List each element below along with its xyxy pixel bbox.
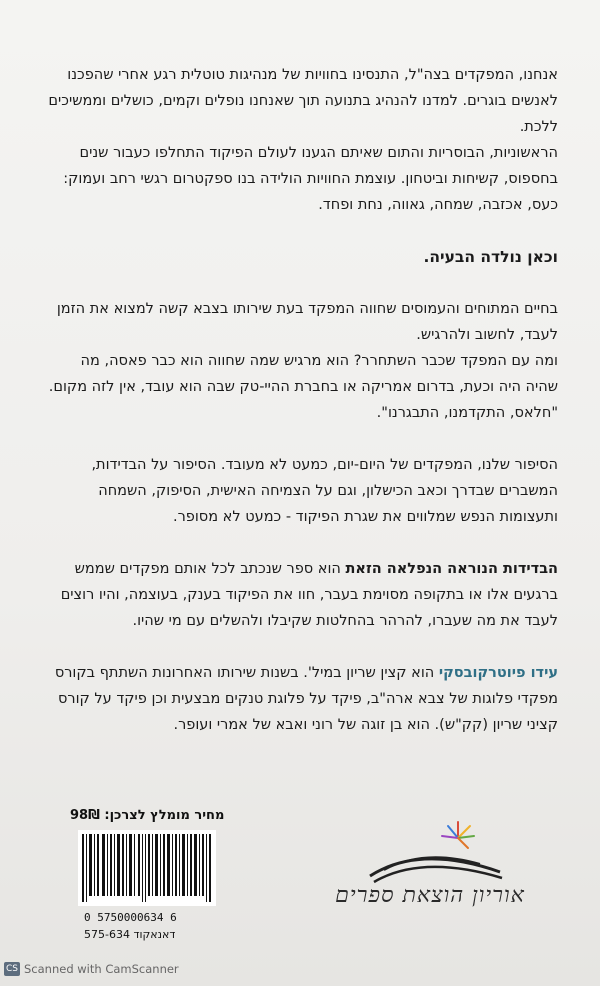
paragraph-emotional-spectrum: הראשוניות, הבוסריות והתום שאיתם הגענו לעולם הפיקוד התחלפו כעבור שנים בחספוס, קשיחות וביטחון. עוצמת החוויות הולידה בנו ספקטרום רגשי רחב ועמוק: כעס, אכזבה, שמחה, גאווה, נחת ופחד.	[63, 145, 558, 213]
paragraph-commanders-intro: אנחנו, המפקדים בצה"ל, התנסינו בחוויות של מנהיגות טוטלית רגע אחרי שהפכנו לאנשים בוגרים. למדנו להנהיג בתנועה תוך שאנחנו נופלים וקמים, כושלים וממשיכים ללכת.	[48, 67, 558, 135]
catalog-label: דאנאקוד	[133, 928, 176, 941]
author-bio-text: הוא קצין שריון במיל'. בשנות שירותו האחרונות השתתף בקורס מפקדי פלוגות של צבא ארה"ב, פיקד על פלוגת טנקים מבצעית וכן פיקד על קורס קציני שריון (קק"ש). הוא בן זוגה של רוני ואבא של אמרי ועופר.	[54, 665, 558, 733]
camscanner-icon: CS	[6, 964, 18, 974]
catalog-number: 575-634	[84, 928, 130, 941]
cover-footer	[0, 790, 600, 960]
paragraph-busy-life: בחיים המתוחים והעמוסים שחווה המפקד בעת שירותו בצבא קשה למצוא את הזמן לעבד, לחשוב ולהרגיש.	[56, 301, 558, 343]
scanner-text: Scanned with CamScanner	[24, 962, 179, 976]
barcode-number: 0 5750000634 6	[84, 911, 177, 924]
catalog-code	[84, 928, 224, 941]
scanner-watermark	[4, 962, 179, 976]
book-title-inline: הבדידות הנוראה הנפלאה הזאת	[345, 561, 558, 577]
cover-text-block	[48, 62, 558, 738]
section-heading: וכאן נולדה הבעיה.	[423, 248, 558, 266]
paragraph-discharged-commander: ומה עם המפקד שכבר השתחרר? הוא מרגיש שמה שחווה הוא כבר פאסה, מה שהיה היה וכעת, בדרום אמריקה או בחברת ההיי-טק שבה הוא עובד, אין לזה מקום. "חלאס, התקדמנו, התבגרנו".	[48, 353, 558, 421]
barcode-icon	[78, 830, 216, 906]
paragraph-book-description	[48, 556, 558, 634]
author-name: עידו פיוטרקובסקי	[438, 665, 558, 681]
book-description-text: הוא ספר שנכתב לכל אותם מפקדים שממש ברגעים אלו או בתקופה מסוימת בעבר, חוו את הפיקוד בענק, בעוצמה, והיו רוצים לעבד את מה שעברו, להרהר בהחלטות שקיבלו ולהשלים עם מי שהיו.	[60, 561, 558, 629]
paragraph-our-story: הסיפור שלנו, המפקדים של היום-יום, כמעט לא מעובד. הסיפור על הבדידות, המשברים שבדרך וכאב הכישלון, וגם על הצמיחה האישית, הסיפוק, השמחה ותעצומות הנפש שמלווים את שגרת הפיקוד - כמעט לא מסופר.	[91, 457, 558, 525]
recommended-price: מחיר מומלץ לצרכן: 98₪	[70, 808, 225, 823]
publisher-name: אוריון הוצאת ספרים	[335, 883, 525, 908]
paragraph-author-bio	[48, 660, 558, 738]
